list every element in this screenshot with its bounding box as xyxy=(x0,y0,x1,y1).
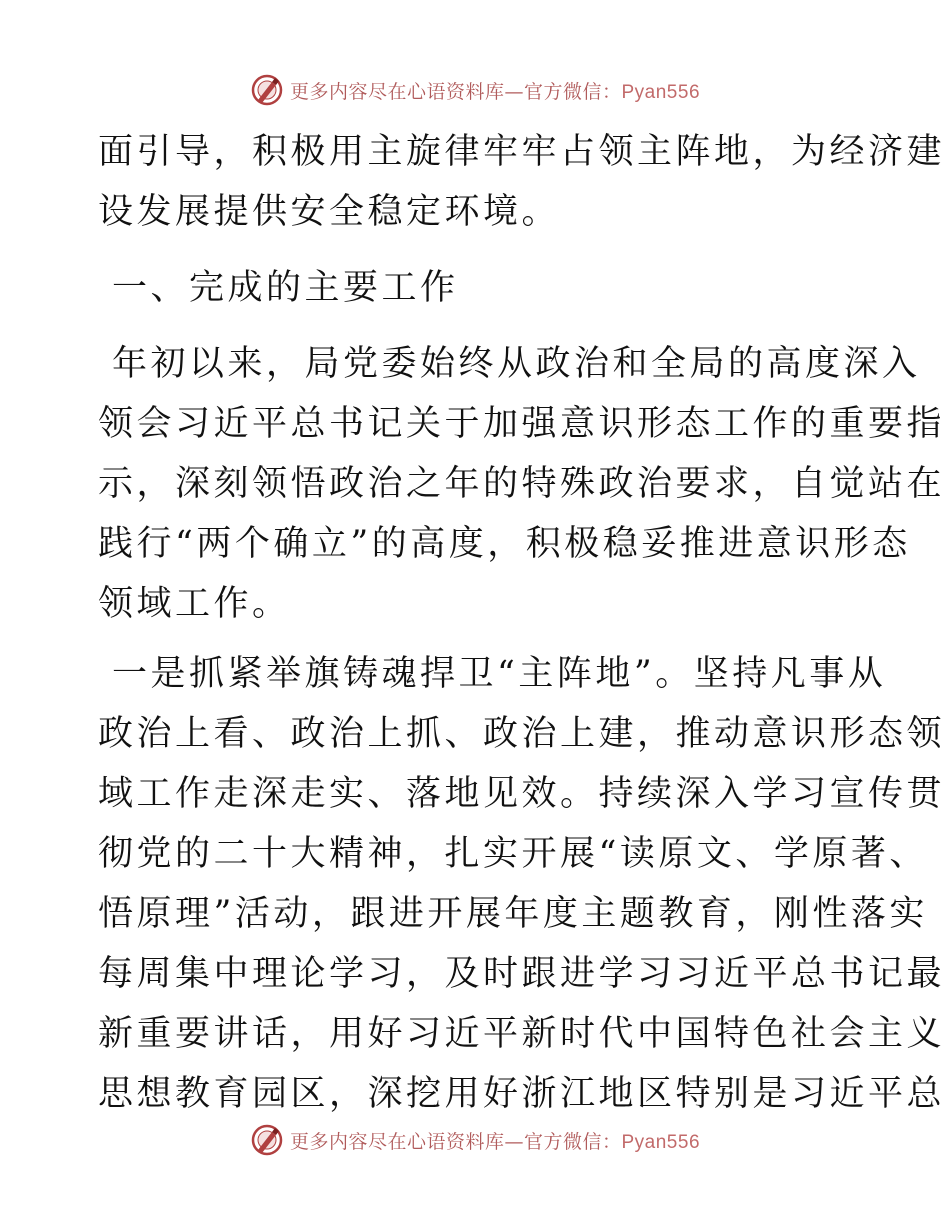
section-heading: 一、完成的主要工作 xyxy=(112,268,459,308)
document-body xyxy=(98,122,946,1124)
watermark-text: 更多内容尽在心语资料库—官方微信：Pyan556 xyxy=(289,1130,701,1153)
watermark-footer xyxy=(0,1120,950,1160)
paragraph xyxy=(98,334,946,634)
text-line: 示，深刻领悟政治之年的特殊政治要求，自觉站在 xyxy=(98,464,946,504)
text-line: 年初以来，局党委始终从政治和全局的高度深入 xyxy=(112,344,921,384)
paragraph-continued xyxy=(98,122,946,242)
pen-logo-icon xyxy=(250,1123,284,1157)
text-line: 领会习近平总书记关于加强意识形态工作的重要指 xyxy=(98,404,946,444)
text-line: 面引导，积极用主旋律牢牢占领主阵地，为经济建 xyxy=(98,132,946,172)
text-line: 域工作走深走实、落地见效。持续深入学习宣传贯 xyxy=(98,774,946,814)
text-line: 政治上看、政治上抓、政治上建，推动意识形态领 xyxy=(98,714,946,754)
text-line: 践行“两个确立”的高度，积极稳妥推进意识形态 xyxy=(98,524,911,564)
text-line: 思想教育园区，深挖用好浙江地区特别是习近平总 xyxy=(98,1074,946,1114)
text-line: 领域工作。 xyxy=(98,584,291,624)
text-line: 每周集中理论学习，及时跟进学习习近平总书记最 xyxy=(98,954,946,994)
text-line: 悟原理”活动，跟进开展年度主题教育，刚性落实 xyxy=(98,894,928,934)
pen-logo-icon xyxy=(250,73,284,107)
watermark-header xyxy=(0,70,950,110)
text-line: 设发展提供安全稳定环境。 xyxy=(98,192,561,232)
text-line: 一是抓紧举旗铸魂捍卫“主阵地”。坚持凡事从 xyxy=(112,654,887,694)
text-line: 新重要讲话，用好习近平新时代中国特色社会主义 xyxy=(98,1014,946,1054)
watermark-text: 更多内容尽在心语资料库—官方微信：Pyan556 xyxy=(289,80,701,103)
paragraph xyxy=(98,644,946,1124)
text-line: 彻党的二十大精神，扎实开展“读原文、学原著、 xyxy=(98,834,928,874)
